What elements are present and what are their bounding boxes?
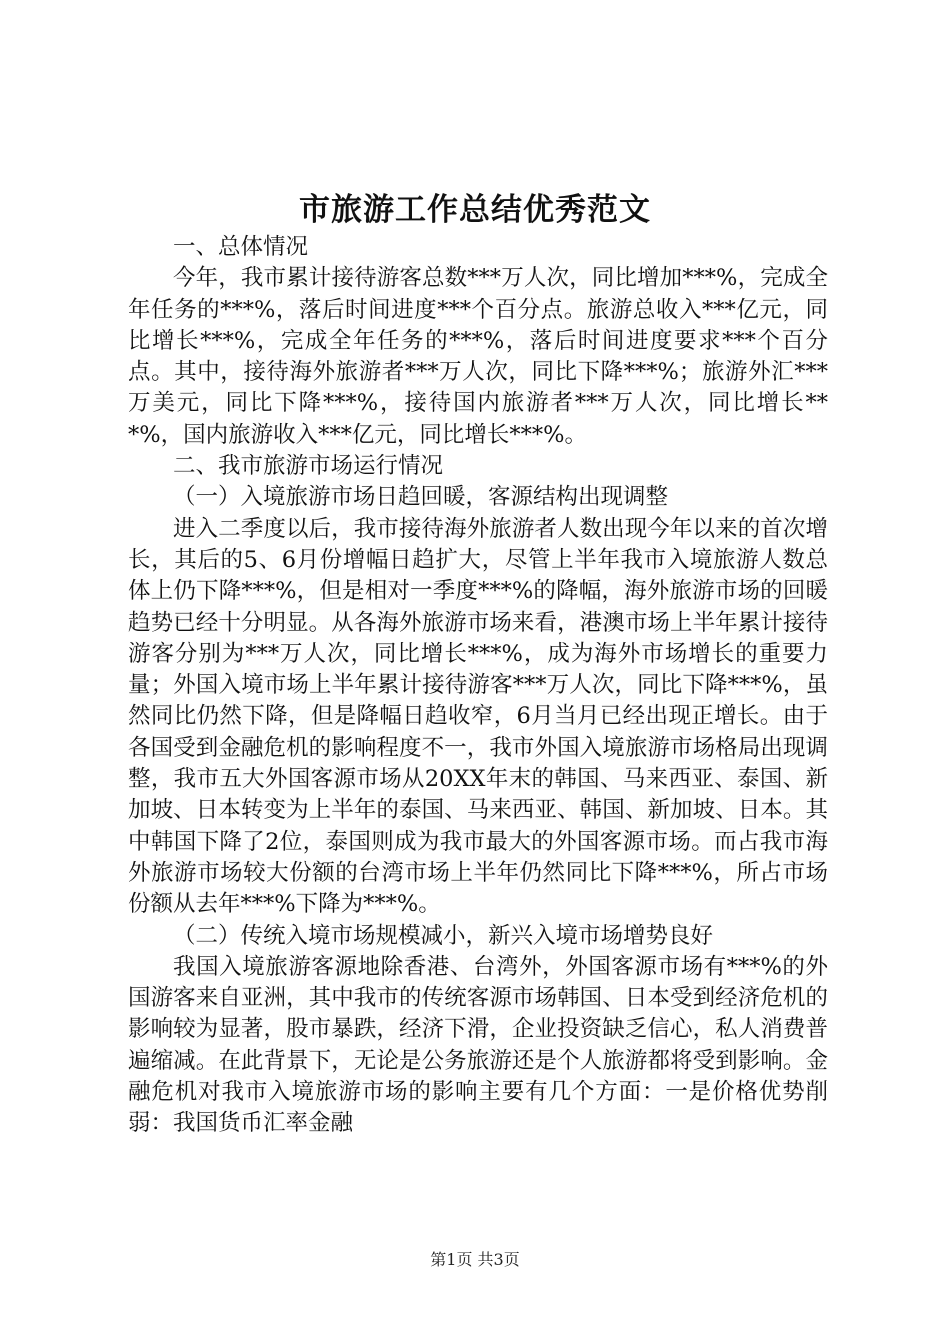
paragraph: 进入二季度以后，我市接待海外旅游者人数出现今年以来的首次增长，其后的5、6月份增幅日趋扩大，尽管上半年我市入境旅游人数总体上仍下降***%，但是相对一季度***%的降幅，海外旅游市场的回暖趋势已经十分明显。从各海外旅游市场来看，港澳市场上半年累计接待游客分别为***万人次，同比增长***%，成为海外市场增长的重要力量；外国入境市场上半年累计接待游客***万人次，同比下降***%，虽然同比仍然下降，但是降幅日趋收窄，6月当月已经出现正增长。由于各国受到金融危机的影响程度不一，我市外国入境旅游市场格局出现调整，我市五大外国客源市场从20XX年末的韩国、马来西亚、泰国、新加坡、日本转变为上半年的泰国、马来西亚、韩国、新加坡、日本。其中韩国下降了2位，泰国则成为我市最大的外国客源市场。而占我市海外旅游市场较大份额的台湾市场上半年仍然同比下降***%，所占市场份额从去年***%下降为***%。 xyxy=(128,515,828,918)
document-body xyxy=(128,232,828,1140)
section-heading: 一、总体情况 xyxy=(173,234,309,260)
section-heading: 二、我市旅游市场运行情况 xyxy=(173,453,444,480)
subsection-heading: （二）传统入境市场规模减小，新兴入境市场增势良好 xyxy=(173,922,714,949)
document-title: 市旅游工作总结优秀范文 xyxy=(299,192,651,228)
paragraph: 我国入境旅游客源地除香港、台湾外，外国客源市场有***%的外国游客来自亚洲，其中我市的传统客源市场韩国、日本受到经济危机的影响较为显著，股市暴跌，经济下滑，企业投资缺乏信心，私人消费普遍缩减。在此背景下，无论是公务旅游还是个人旅游都将受到影响。金融危机对我市入境旅游市场的影响主要有几个方面：一是价格优势削弱：我国货币汇率金融 xyxy=(128,953,828,1137)
subsection-heading: （一）入境旅游市场日趋回暖，客源结构出现调整 xyxy=(173,484,669,511)
page-footer: 第1页 共3页 xyxy=(430,1250,520,1269)
paragraph: 今年，我市累计接待游客总数***万人次，同比增加***%，完成全年任务的***%，落后时间进度***个百分点。旅游总收入***亿元，同比增长***%，完成全年任务的***%，落后时间进度要求***个百分点。其中，接待海外旅游者***万人次，同比下降***%；旅游外汇***万美元，同比下降***%，接待国内旅游者***万人次，同比增长***%，国内旅游收入***亿元，同比增长***%。 xyxy=(128,265,828,448)
